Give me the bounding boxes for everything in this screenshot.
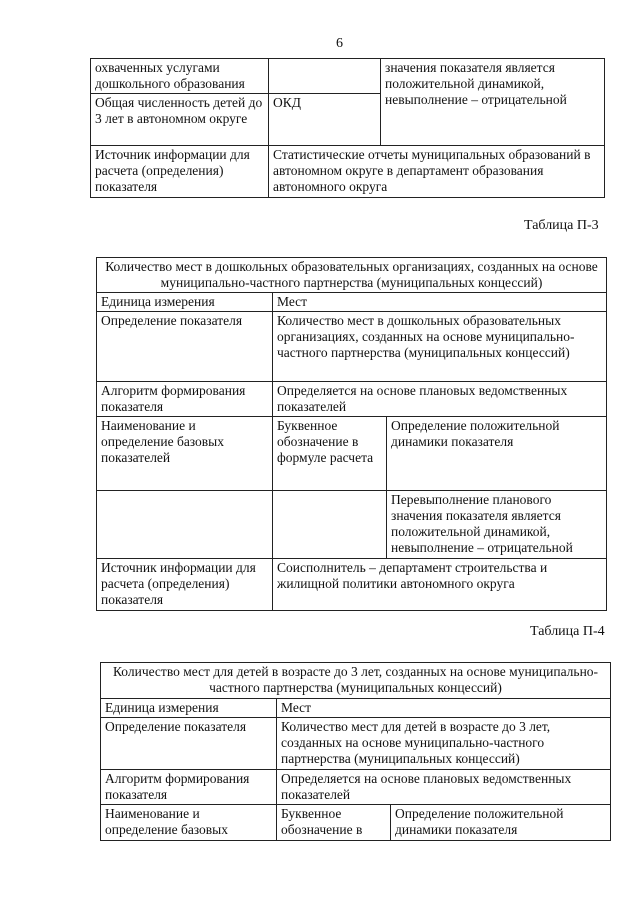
table-cell: Определение положительной динамики показателя [391, 805, 611, 841]
table-row [101, 699, 611, 718]
table-cell: Алгоритм формирования показателя [101, 770, 277, 805]
table-cell: Статистические отчеты муниципальных образований в автономном округе в департамент образования автономного округа [269, 146, 605, 198]
table-p4 [100, 662, 611, 841]
table-caption: Таблица П-4 [530, 624, 605, 639]
table-cell: Количество мест в дошкольных образовательных организациях, созданных на основе муниципально-частного партнерства (муниципальных концессий) [273, 312, 607, 382]
table-row [97, 293, 607, 312]
table-row [97, 559, 607, 611]
table-continued [90, 58, 605, 198]
table-cell: Общая численность детей до 3 лет в автономном округе [91, 94, 269, 146]
table-row [97, 417, 607, 491]
table-row [101, 663, 611, 699]
table-cell: Источник информации для расчета (определения) показателя [91, 146, 269, 198]
table-row [97, 258, 607, 293]
table-row [101, 718, 611, 770]
table-cell: Определяется на основе плановых ведомственных показателей [273, 382, 607, 417]
table-cell: Алгоритм формирования показателя [97, 382, 273, 417]
table-title: Количество мест в дошкольных образовательных организациях, созданных на основе муниципально-частного партнерства (муниципальных концессий) [97, 258, 607, 293]
table-cell: Источник информации для расчета (определения) показателя [97, 559, 273, 611]
table-row [101, 770, 611, 805]
table-cell: Определение положительной динамики показателя [387, 417, 607, 491]
table-cell [269, 59, 381, 94]
table-cell: значения показателя является положительной динамикой, невыполнение – отрицательной [381, 59, 605, 146]
table-cell: Единица измерения [101, 699, 277, 718]
table-row [101, 805, 611, 841]
table-cell: Буквенное обозначение в [277, 805, 391, 841]
table-cell: Определение показателя [101, 718, 277, 770]
table-cell: Наименование и определение базовых показателей [97, 417, 273, 491]
table-cell: Мест [277, 699, 611, 718]
table-row [97, 382, 607, 417]
table-cell: Определение показателя [97, 312, 273, 382]
table-row [91, 146, 605, 198]
table-cell: Перевыполнение планового значения показателя является положительной динамикой, невыполнение – отрицательной [387, 491, 607, 559]
table-cell: Единица измерения [97, 293, 273, 312]
table-row [97, 491, 607, 559]
table-cell: Определяется на основе плановых ведомственных показателей [277, 770, 611, 805]
table-cell: Соисполнитель – департамент строительства и жилищной политики автономного округа [273, 559, 607, 611]
table-row [97, 312, 607, 382]
table-cell [273, 491, 387, 559]
table-cell: охваченных услугами дошкольного образования [91, 59, 269, 94]
table-cell [97, 491, 273, 559]
table-p3 [96, 257, 607, 611]
table-row [91, 59, 605, 94]
page-number: 6 [336, 36, 343, 51]
table-cell: Наименование и определение базовых [101, 805, 277, 841]
table-cell: Буквенное обозначение в формуле расчета [273, 417, 387, 491]
table-cell: Мест [273, 293, 607, 312]
table-caption: Таблица П-3 [524, 218, 599, 233]
table-cell: Количество мест для детей в возрасте до 3 лет, созданных на основе муниципально-частного партнерства (муниципальных концессий) [277, 718, 611, 770]
table-title: Количество мест для детей в возрасте до 3 лет, созданных на основе муниципально-частного партнерства (муниципальных концессий) [101, 663, 611, 699]
table-cell: ОКД [269, 94, 381, 146]
